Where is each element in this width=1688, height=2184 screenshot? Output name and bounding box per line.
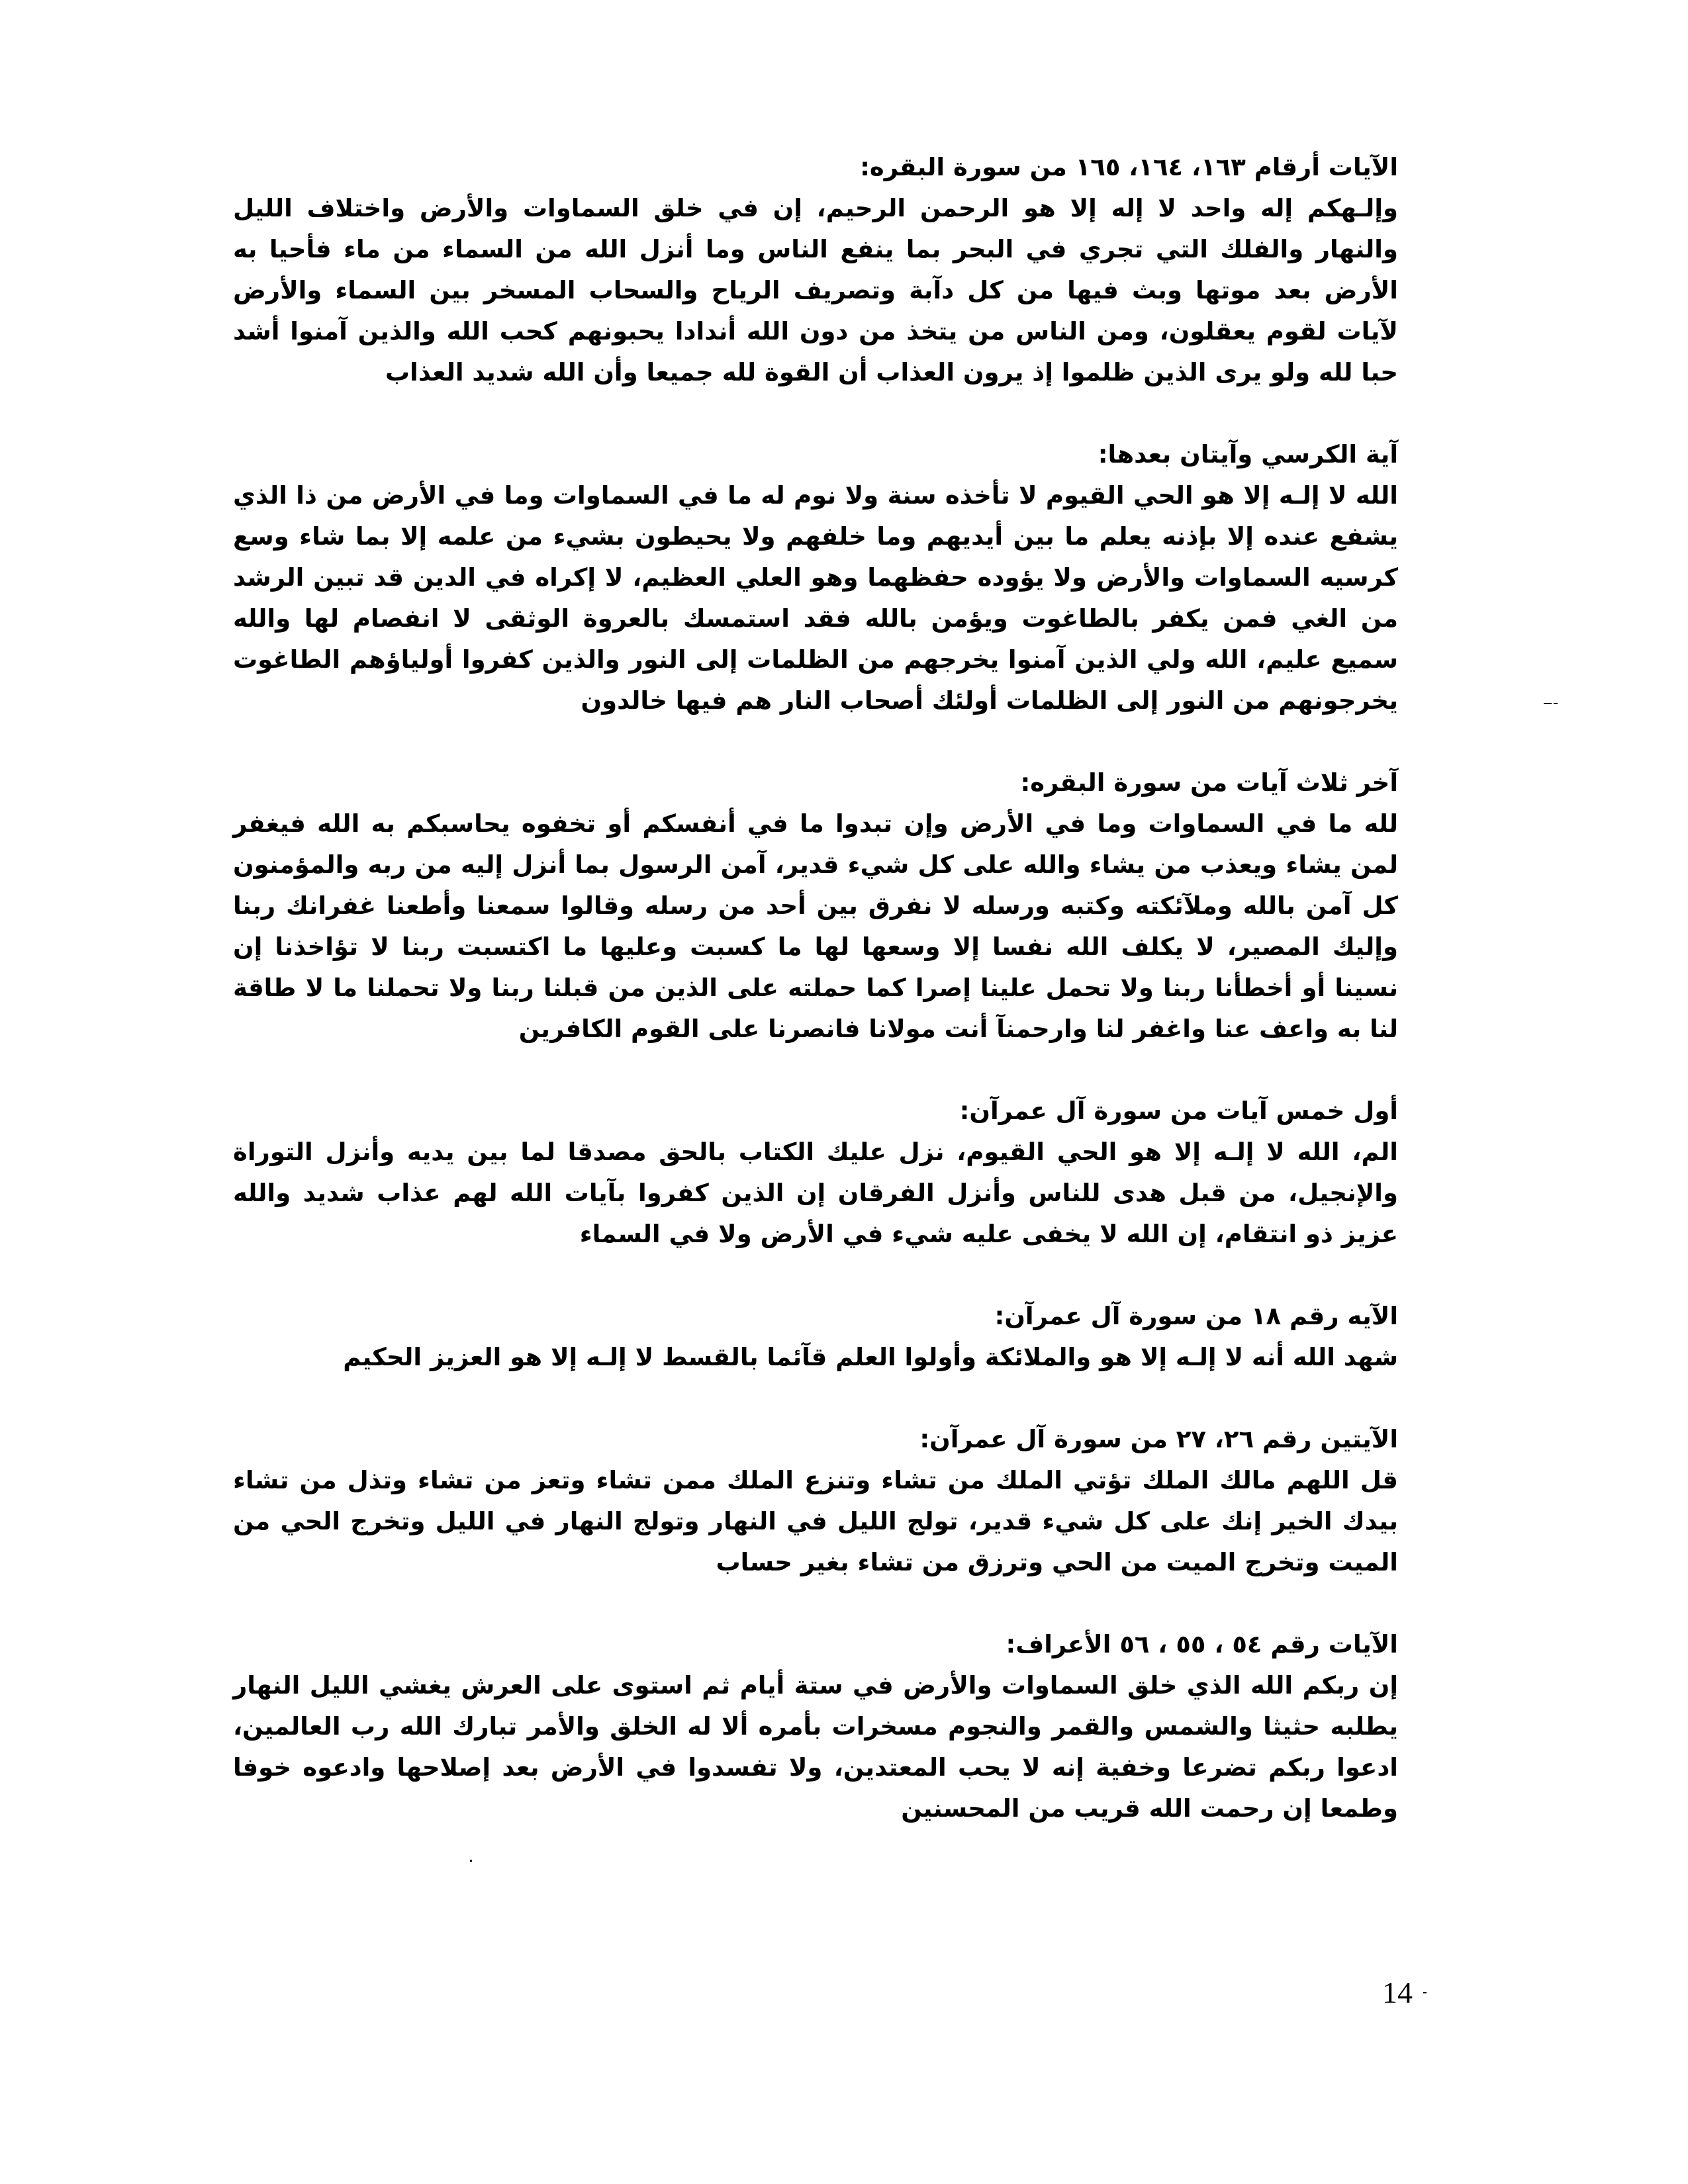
page-number: 14 [1382,1976,1413,2009]
section-baqarah-last-three [233,762,1398,1050]
section-title: آخر ثلاث آيات من سورة البقره: [1020,768,1398,797]
section-body: لله ما في السماوات وما في الأرض وإن تبدوا ما في أنفسكم أو تخفوه يحاسبكم به الله فيغفر لمن يشاء ويعذب من يشاء والله على كل شيء قدير، آمن الرسول بما أنزل إليه من ربه والمؤمنون كل آمن بالله وملآئكته وكتبه ورسله لا نفرق بين أحد من رسله وقالوا سمعنا وأطعنا غفرانك ربنا وإليك المصير، لا يكلف الله نفسا إلا وسعها لها ما كسبت وعليها ما اكتسبت ربنا لا تؤاخذنا إن نسينا أو أخطأنا ربنا ولا تحمل علينا إصرا كما حملته على الذين من قبلنا ربنا ولا تحملنا ما لا طاقة لنا به واعف عنا واغفر لنا وارحمنآ أنت مولانا فانصرنا على القوم الكافرين [233,809,1398,1043]
section-al-imran-18 [233,1296,1398,1378]
scan-artifact [1554,703,1558,704]
scan-artifact [470,1860,472,1862]
section-body: الله لا إلـه إلا هو الحي القيوم لا تأخذه سنة ولا نوم له ما في السماوات وما في الأرض من ذا الذي يشفع عنده إلا بإذنه يعلم ما بين أيديهم وما خلفهم ولا يحيطون بشيء من علمه إلا بما شاء وسع كرسيه السماوات والأرض ولا يؤوده حفظهما وهو العلي العظيم، لا إكراه في الدين قد تبين الرشد من الغي فمن يكفر بالطاغوت ويؤمن بالله فقد استمسك بالعروة الوثقى لا انفصام لها والله سميع عليم، الله ولي الذين آمنوا يخرجهم من الظلمات إلى النور والذين كفروا أولياؤهم الطاغوت يخرجونهم من النور إلى الظلمات أولئك أصحاب النار هم فيها خالدون [233,481,1398,715]
section-title: الآيتين رقم ٢٦، ٢٧ من سورة آل عمرآن: [919,1425,1398,1453]
section-body: إن ربكم الله الذي خلق السماوات والأرض في ستة أيام ثم استوى على العرش يغشي الليل النهار يطلبه حثيثا والشمس والقمر والنجوم مسخرات بأمره ألا له الخلق والأمر تبارك الله رب العالمين، ادعوا ربكم تضرعا وخفية إنه لا يحب المعتدين، ولا تفسدوا في الأرض بعد إصلاحها وادعوه خوفا وطمعا إن رحمت الله قريب من المحسنين [233,1671,1398,1823]
section-title: الآيات رقم ٥٤ ، ٥٥ ، ٥٦ الأعراف: [1006,1630,1398,1659]
section-body: وإلـهكم إله واحد لا إله إلا هو الرحمن الرحيم، إن في خلق السماوات والأرض واختلاف الليل والنهار والفلك التي تجري في البحر بما ينفع الناس وما أنزل الله من السماء من ماء فأحيا به الأرض بعد موتها وبث فيها من كل دآبة وتصريف الرياح والسحاب المسخر بين السماء والأرض لآيات لقوم يعقلون، ومن الناس من يتخذ من دون الله أندادا يحبونهم كحب الله والذين آمنوا أشد حبا لله ولو يرى الذين ظلموا إذ يرون العذاب أن القوة لله جميعا وأن الله شديد العذاب [233,194,1398,387]
page-content [233,147,1398,1870]
section-body: قل اللهم مالك الملك تؤتي الملك من تشاء وتنزع الملك ممن تشاء وتعز من تشاء وتذل من تشاء بيدك الخير إنك على كل شيء قدير، تولج الليل في النهار وتولج النهار في الليل وتخرج الحي من الميت وتخرج الميت من الحي وترزق من تشاء بغير حساب [233,1466,1398,1576]
section-baqarah-163-165 [233,147,1398,393]
section-body: شهد الله أنه لا إلـه إلا هو والملائكة وأولوا العلم قآئما بالقسط لا إلـه إلا هو العزيز الحكيم [343,1343,1398,1371]
section-title: آية الكرسي وآيتان بعدها: [1098,440,1398,469]
section-al-imran-26-27 [233,1419,1398,1583]
section-ayat-al-kursi [233,434,1398,721]
section-title: الآيات أرقام ١٦٣، ١٦٤، ١٦٥ من سورة البقره: [860,153,1398,181]
section-al-imran-first-five [233,1091,1398,1255]
section-araf-54-56 [233,1624,1398,1829]
scan-artifact [1423,1992,1427,1993]
section-title: الآيه رقم ١٨ من سورة آل عمرآن: [994,1302,1398,1330]
scan-artifact [1544,703,1552,704]
section-title: أول خمس آيات من سورة آل عمرآن: [959,1097,1398,1125]
section-body: الم، الله لا إلـه إلا هو الحي القيوم، نزل عليك الكتاب بالحق مصدقا لما بين يديه وأنزل التوراة والإنجيل، من قبل هدى للناس وأنزل الفرقان إن الذين كفروا بآيات الله لهم عذاب شديد والله عزيز ذو انتقام، إن الله لا يخفى عليه شيء في الأرض ولا في السماء [233,1138,1398,1248]
